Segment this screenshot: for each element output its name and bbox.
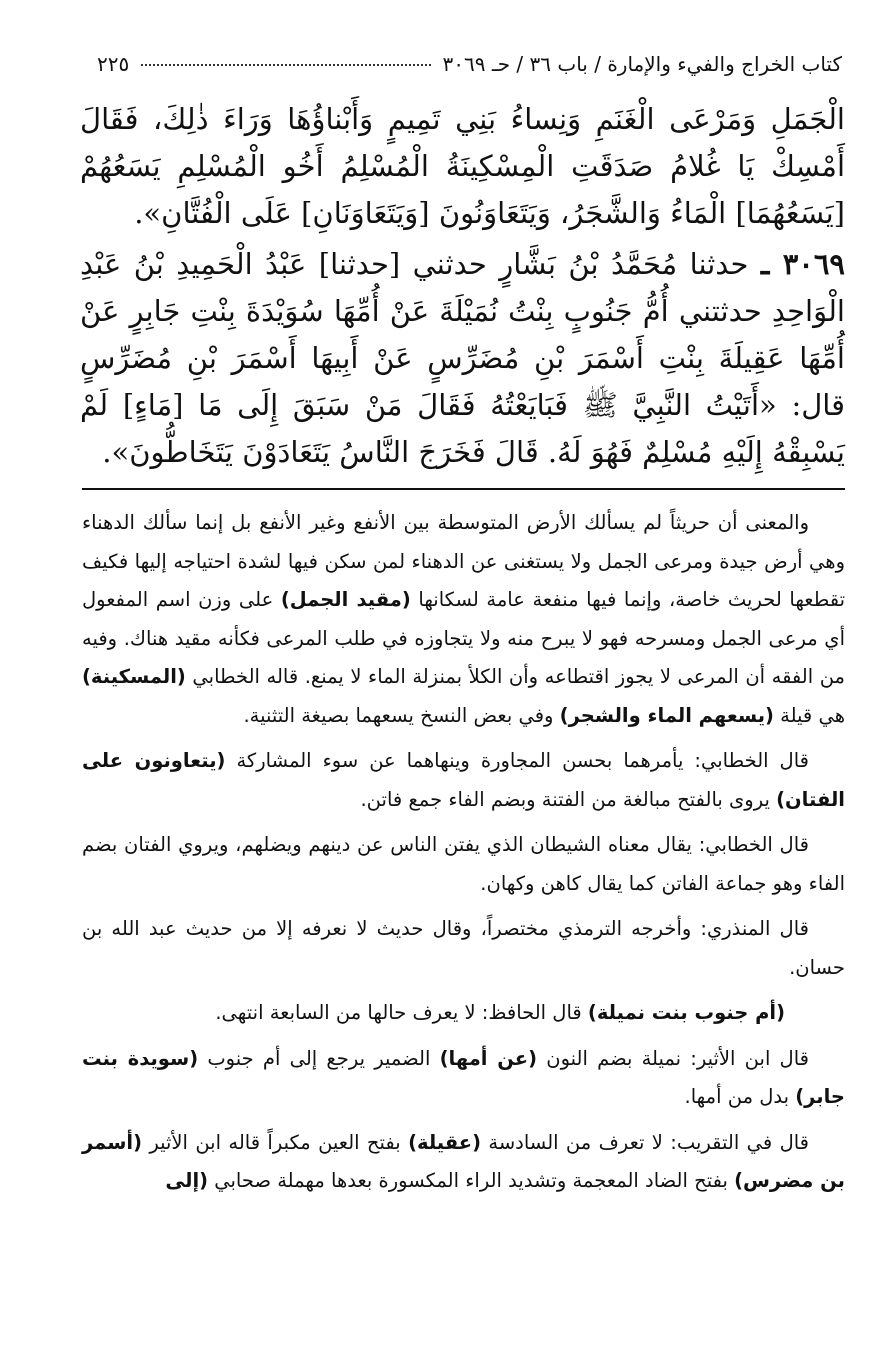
commentary-paragraph [82,1040,845,1117]
hadith-text [80,96,845,480]
commentary-paragraph [82,1124,845,1201]
commentary-text: قال في التقريب: لا تعرف من السادسة [488,1130,810,1154]
commentary-text: يروى بالفتح مبالغة من الفتنة وبضم الفاء جمع فاتن. [360,787,770,811]
commentary-keyword: (عقيلة) [408,1130,482,1154]
commentary-keyword: (أم جنوب بنت نميلة) [587,1001,785,1024]
commentary-text: قال الحافظ: لا يعرف حالها من السابعة انتهى. [215,1001,582,1024]
commentary-text: على وزن اسم المفعول أي مرعى الجمل ومسرحه فهو لا يبرح منه ولا يتجاوزه في طلب المرعى فكأنه مقيد هناك. وفيه من الفقه أن المرعى لا يجوز اقتطاعه وأن الكلأ بمنزلة الماء لا يمنع. قاله الخطابي [82,588,845,688]
header-title: كتاب الخراج والفيء والإمارة / باب ٣٦ / حـ ٣٠٦٩ [442,52,842,76]
commentary-keyword: (يسعهم الماء والشجر) [559,703,774,727]
commentary [82,504,845,1208]
running-header [97,44,842,84]
header-dotted-leader [141,63,430,66]
commentary-text: قال المنذري: وأخرجه الترمذي مختصراً، وقال حديث لا نعرفه إلا من حديث عبد الله بن حسان. [82,917,845,979]
commentary-text: قال الخطابي: يأمرهما بحسن المجاورة وينهاهما عن سوء المشاركة [236,749,809,772]
commentary-text: بفتح الضاد المعجمة وتشديد الراء المكسورة بعدها مهملة صحابي [214,1169,728,1192]
hadith-number: ٣٠٦٩ ـ [760,247,846,281]
commentary-text: بدل من أمها. [684,1085,790,1108]
commentary-paragraph [82,910,845,987]
commentary-keyword: (مقيد الجمل) [280,588,411,611]
hadith-body: حدثنا مُحَمَّدُ بْنُ بَشَّارٍ حدثني [حدثنا] عَبْدُ الْحَمِيدِ بْنُ عَبْدِ الْوَاحِدِ حدثتني أُمُّ جَنُوبٍ بِنْتُ نُمَيْلَةَ عَنْ أُمِّهَا سُوَيْدَةَ بِنْتِ جَابِرٍ عَنْ أُمِّهَا عَقِيلَةَ بِنْتِ أَسْمَرَ بْنِ مُضَرِّسٍ عَنْ أَبِيهَا أَسْمَرَ بْنِ مُضَرِّسٍ قال: «أَتَيْتُ النَّبِيَّ ﷺ فَبَايَعْتُهُ فَقَالَ مَنْ سَبَقَ إِلَى مَا [مَاءٍ] لَمْ يَسْبِقْهُ إِلَيْهِ مُسْلِمٌ فَهُوَ لَهُ. قَالَ فَخَرَجَ النَّاسُ يَتَعَادَوْنَ يَتَخَاطُّونَ». [80,247,845,469]
commentary-keyword: (سويدة بنت جابر) [82,1046,845,1108]
commentary-keyword: (إلى [165,1169,209,1192]
commentary-text: وفي بعض النسخ يسعهما بصيغة التثنية. [243,703,554,727]
footnote-divider [82,488,845,490]
commentary-keyword: (أسمر بن مضرس) [82,1130,845,1192]
commentary-keyword: (المسكينة) [82,665,186,688]
page-number: ٢٢٥ [97,52,130,76]
commentary-text: قال الخطابي: يقال معناه الشيطان الذي يفتن الناس عن دينهم ويضلهم، ويروي الفتان بضم الفاء وهو جماعة الفاتن كما يقال كاهن وكهان. [82,833,845,895]
commentary-text: قال ابن الأثير: نميلة بضم النون [546,1046,809,1070]
commentary-paragraph [82,994,845,1033]
commentary-text: الضمير يرجع إلى أم جنوب [207,1046,431,1070]
commentary-paragraph [82,504,845,735]
commentary-text: بفتح العين مكبراً قاله ابن الأثير [149,1130,401,1154]
commentary-keyword: (يتعاونون على الفتان) [82,749,845,811]
hadith-paragraph [80,241,845,476]
commentary-keyword: (عن أمها) [439,1046,538,1070]
hadith-continuation-paragraph: الْجَمَلِ وَمَرْعَى الْغَنَمِ وَنِساءُ بَنِي تَمِيمٍ وَأَبْناؤُهَا وَرَاءَ ذٰلِكَ، فَقَالَ أَمْسِكْ يَا غُلامُ صَدَقَتِ الْمِسْكِينَةُ الْمُسْلِمُ أَخُو الْمُسْلِمِ يَسَعُهُمْ [يَسَعُهُمَا] الْمَاءُ وَالشَّجَرُ، وَيَتَعَاوَنُونَ [وَيَتَعَاوَنَانِ] عَلَى الْفُتَّانِ». [80,102,845,230]
commentary-paragraph [82,826,845,903]
commentary-text: هي قيلة [780,703,845,727]
commentary-text: والمعنى أن حريثاً لم يسألك الأرض المتوسطة بين الأنفع وغير الأنفع بل إنما سألك الدهناء وهي أرض جيدة ومرعى الجمل ولا يستغنى عن الدهناء لمن سكن فيها لشدة احتياجه إليها فكيف تقطعها لحريث خاصة، وإنما فيها منفعة عامة لسكانها [82,511,846,611]
commentary-paragraph [82,742,845,819]
